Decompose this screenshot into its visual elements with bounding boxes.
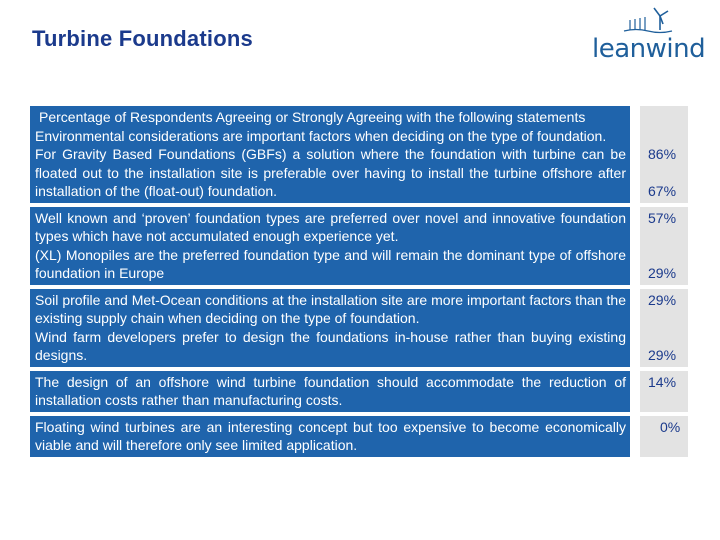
percentage-value: 29% [648, 291, 677, 308]
statement: Floating wind turbines are an interesting concept but too expensive to become economically viable and will therefore only see limited application. [35, 418, 626, 453]
statement: Well known and ‘proven’ foundation types are preferred over novel and innovative foundation types which have not accumulated enough experience yet. [35, 209, 626, 244]
statement-cell [30, 207, 630, 285]
statement: (XL) Monopiles are the preferred foundation type and will remain the dominant type of offshore foundation in Europe [35, 246, 626, 281]
statement: Environmental considerations are important factors when deciding on the type of foundation. [35, 127, 607, 144]
percentage-cell [640, 289, 688, 367]
table-header-cell [30, 106, 630, 203]
percentage-value: 67% [648, 183, 677, 199]
survey-results-table [30, 106, 690, 461]
percentage-value: 0% [660, 418, 681, 435]
statement-cell [30, 289, 630, 367]
statement: Wind farm developers prefer to design the foundations in-house rather than buying existing designs. [35, 328, 626, 363]
percentage-value: 29% [648, 265, 677, 281]
percentage-value: 29% [648, 347, 677, 363]
table-header-text: Percentage of Respondents Agreeing or Strongly Agreeing with the following statements [39, 109, 586, 125]
table-row [30, 207, 690, 285]
statement: Soil profile and Met-Ocean conditions at the installation site are more important factors than the existing supply chain when deciding on the type of foundation. [35, 291, 626, 326]
statement-cell [30, 371, 630, 412]
statement: The design of an offshore wind turbine foundation should accommodate the reduction of installation costs rather than manufacturing costs. [35, 373, 626, 408]
wind-turbine-logo-icon [622, 6, 674, 36]
leanwind-logo [592, 6, 704, 68]
percentage-value: 86% [648, 146, 677, 162]
statement-cell [30, 416, 630, 457]
percentage-cell [640, 106, 688, 203]
statement: For Gravity Based Foundations (GBFs) a solution where the foundation with turbine can be floated out to the installation site is preferable over having to install the turbine offshore after installation of the (float-out) foundation. [35, 146, 626, 199]
percentage-cell [640, 207, 688, 285]
table-header-row [30, 106, 690, 203]
percentage-cell [640, 416, 688, 457]
table-row [30, 416, 690, 457]
percentage-value: 14% [648, 373, 677, 390]
percentage-cell [640, 371, 688, 412]
table-row [30, 289, 690, 367]
table-row [30, 371, 690, 412]
logo-wordmark: leanwind [592, 34, 706, 64]
percentage-value: 57% [648, 209, 677, 226]
page-title: Turbine Foundations [32, 26, 253, 51]
